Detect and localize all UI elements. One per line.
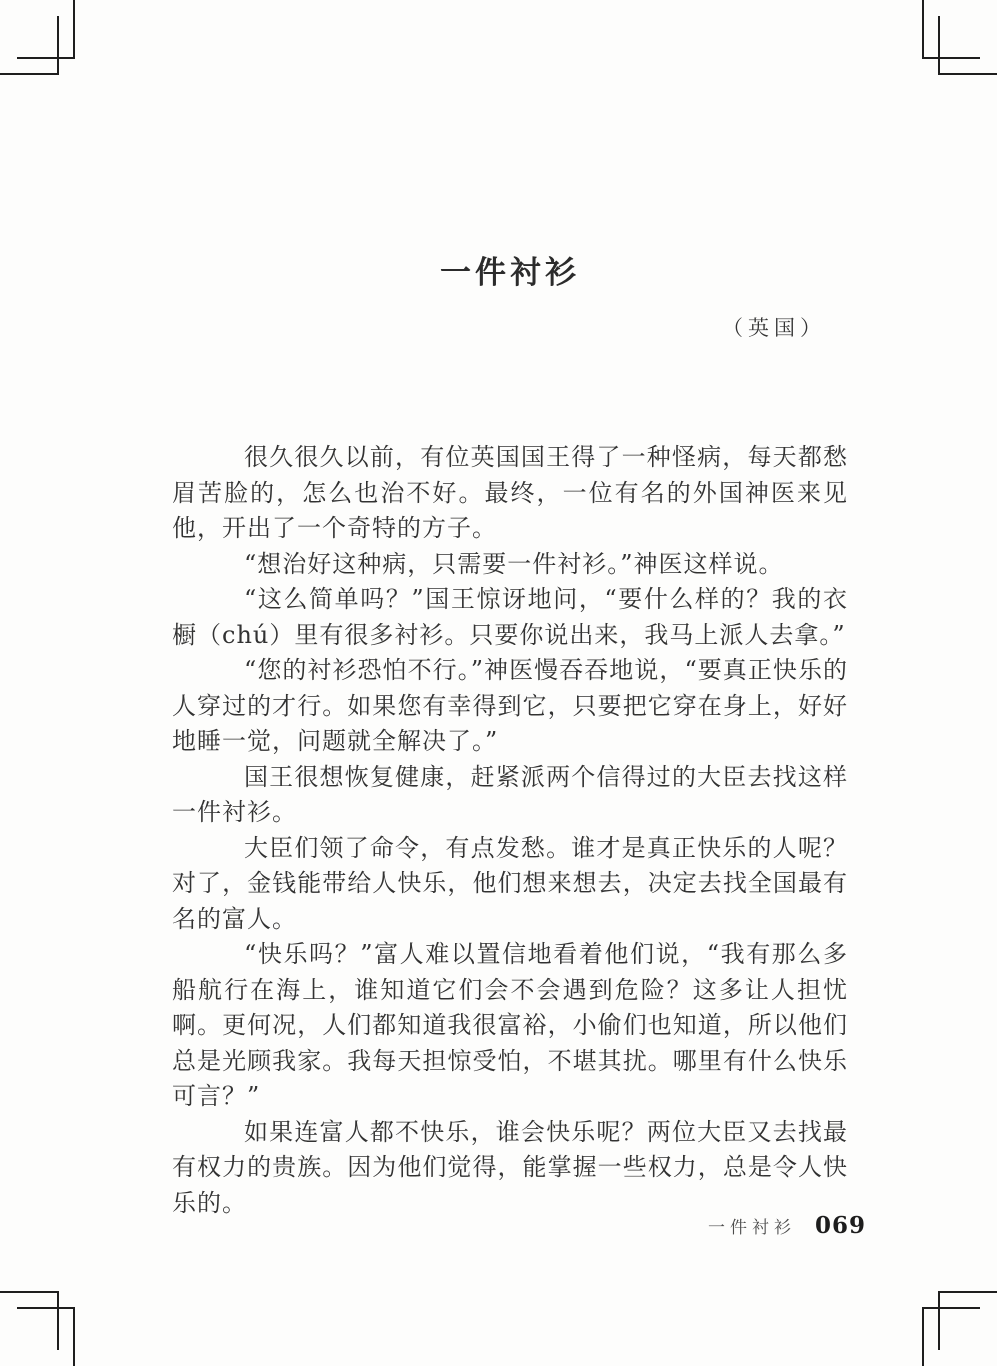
story-title: 一件衬衫 xyxy=(440,255,580,291)
paragraph: 很久很久以前，有位英国国王得了一种怪病，每天都愁眉苦脸的，怎么也治不好。最终，一位有名的外国神医来见他，开出了一个奇特的方子。 xyxy=(172,443,848,542)
paragraph: “快乐吗？”富人难以置信地看着他们说，“我有那么多船航行在海上，谁知道它们会不会遇到危险？这多让人担忧啊。更何况，人们都知道我很富裕，小偷们也知道，所以他们总是光顾我家。我每天担惊受怕，不堪其扰。哪里有什么快乐可言？” xyxy=(172,940,848,1110)
paragraph: “这么简单吗？”国王惊讶地问，“要什么样的？我的衣橱（chú）里有很多衬衫。只要你说出来，我马上派人去拿。” xyxy=(172,585,848,649)
paragraph: 国王很想恢复健康，赶紧派两个信得过的大臣去找这样一件衬衫。 xyxy=(172,762,848,826)
paragraph: “想治好这种病，只需要一件衬衫。”神医这样说。 xyxy=(244,549,784,578)
crop-mark-bottom-left-inner xyxy=(0,1291,59,1350)
footer-chapter-title: 一件衬衫 xyxy=(707,1218,796,1238)
byline-country: （英国） xyxy=(722,316,826,340)
footer-page-number: 069 xyxy=(814,1212,866,1239)
paragraph: 如果连富人都不快乐，谁会快乐呢？两位大臣又去找最有权力的贵族。因为他们觉得，能掌握一些权力，总是令人快乐的。 xyxy=(172,1117,848,1217)
page-footer xyxy=(708,1212,866,1239)
crop-mark-bottom-right-inner xyxy=(938,1291,997,1350)
crop-mark-top-right-inner xyxy=(938,16,997,75)
crop-mark-top-left-inner xyxy=(0,16,59,75)
story-body xyxy=(172,440,848,1221)
paragraph: “您的衬衫恐怕不行。”神医慢吞吞地说，“要真正快乐的人穿过的才行。如果您有幸得到它，只要把它穿在身上，好好地睡一觉，问题就全解决了。” xyxy=(172,656,848,755)
paragraph: 大臣们领了命令，有点发愁。谁才是真正快乐的人呢？对了，金钱能带给人快乐，他们想来想去，决定去找全国最有名的富人。 xyxy=(172,833,848,933)
